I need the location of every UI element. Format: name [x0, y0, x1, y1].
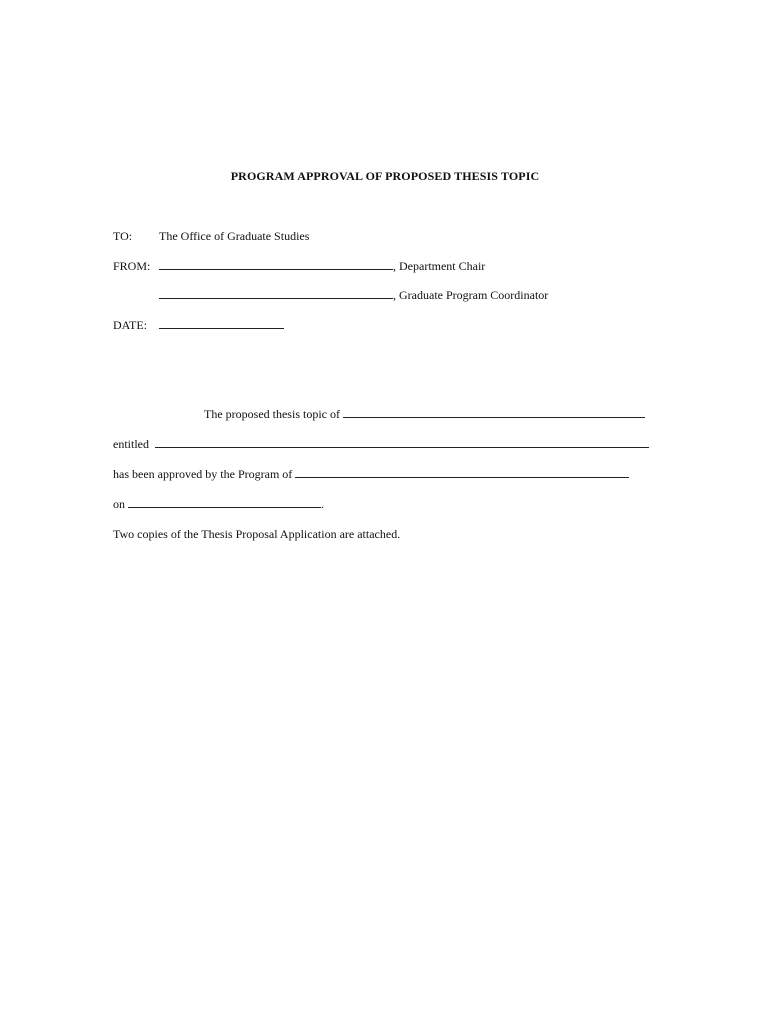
approval-on-text: on	[113, 497, 125, 511]
approval-date-line	[113, 497, 324, 511]
department-chair-blank[interactable]	[159, 259, 393, 270]
program-coordinator-blank[interactable]	[159, 288, 393, 299]
to-line	[113, 229, 309, 243]
approval-date-period: .	[321, 497, 324, 511]
thesis-topic-line	[204, 407, 645, 421]
date-line	[113, 318, 284, 332]
department-chair-suffix: , Department Chair	[393, 259, 486, 273]
program-coordinator-suffix: , Graduate Program Coordinator	[393, 288, 549, 302]
attachment-note: Two copies of the Thesis Proposal Application are attached.	[113, 527, 401, 541]
approval-date-blank[interactable]	[128, 497, 321, 508]
student-name-blank[interactable]	[343, 407, 645, 418]
from-chair-line	[113, 259, 485, 273]
to-label: TO:	[113, 229, 133, 243]
entitled-text: entitled	[113, 437, 149, 451]
date-blank[interactable]	[159, 318, 284, 329]
thesis-title-blank[interactable]	[155, 437, 649, 448]
date-label: DATE:	[113, 318, 147, 332]
from-label: FROM:	[113, 259, 151, 273]
to-value: The Office of Graduate Studies	[159, 229, 310, 243]
program-approval-text: has been approved by the Program of	[113, 467, 293, 481]
entitled-line	[113, 437, 649, 451]
thesis-topic-text: The proposed thesis topic of	[204, 407, 340, 421]
program-approval-line	[113, 467, 629, 481]
program-name-blank[interactable]	[295, 467, 629, 478]
from-coordinator-line	[159, 288, 548, 302]
document-title: PROGRAM APPROVAL OF PROPOSED THESIS TOPIC	[230, 169, 540, 183]
